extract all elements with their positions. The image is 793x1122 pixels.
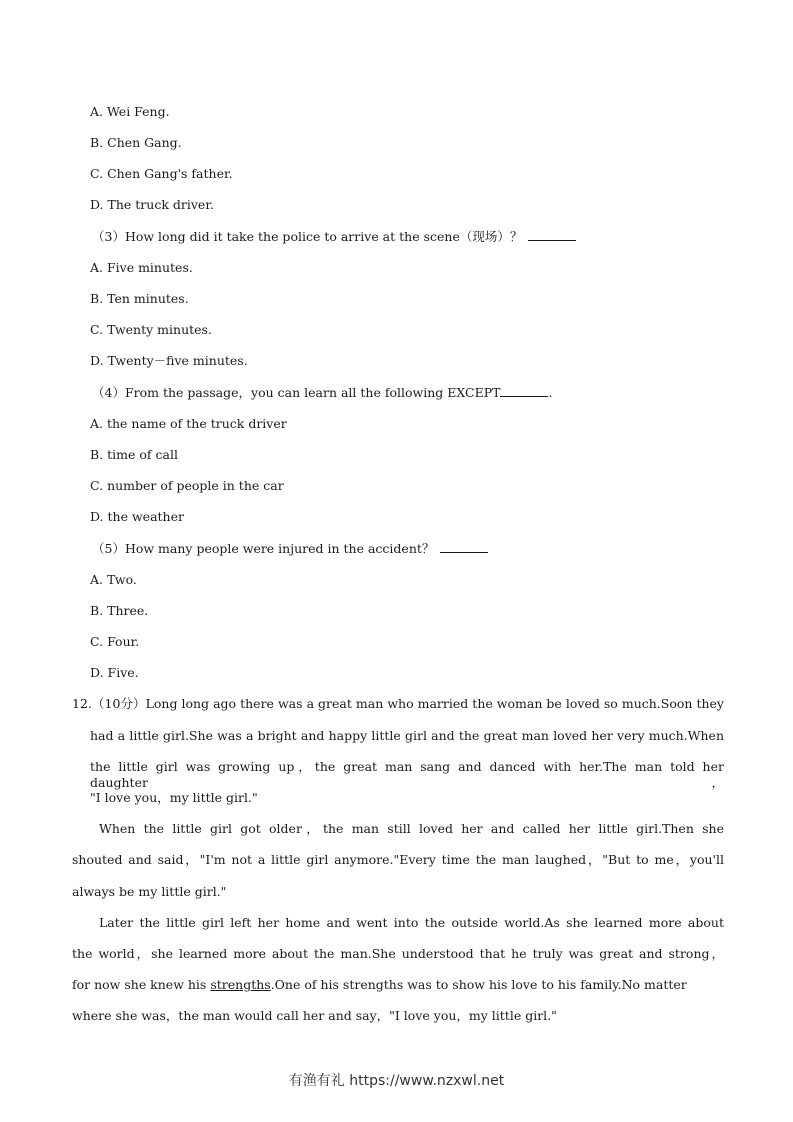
q2-option-d: D. The truck driver.: [90, 197, 214, 212]
q12-line-2: had a little girl.She was a bright and happy little girl and the great man loved her very much.When: [90, 728, 724, 743]
q4-option-c: C. number of people in the car: [90, 478, 284, 493]
q12-line-9: the world，she learned more about the man.She understood that he truly was great and strong，: [72, 946, 724, 961]
q12-line-10: [72, 977, 687, 993]
q5-option-d: D. Five.: [90, 665, 139, 680]
q4-option-a: A. the name of the truck driver: [90, 416, 287, 431]
q4-stem: [92, 384, 552, 401]
q5-answer-blank[interactable]: [440, 540, 488, 553]
q12-line-1: 12.（10分）Long long ago there was a great man who married the woman be loved so much.Soon they: [72, 696, 724, 711]
underlined-word-strengths: strengths: [210, 977, 271, 992]
q3-option-c: C. Twenty minutes.: [90, 322, 212, 337]
q5-stem-text: （5）How many people were injured in the accident？: [92, 541, 435, 556]
q12-line-3: the little girl was growing up，the great man sang and danced with her.The man told her daughter，: [90, 759, 724, 790]
q3-option-b: B. Ten minutes.: [90, 291, 189, 306]
q4-option-d: D. the weather: [90, 509, 184, 524]
q12-line-8: Later the little girl left her home and went into the outside world.As she learned more about: [99, 915, 724, 930]
q5-stem: [92, 540, 488, 557]
q3-option-a: A. Five minutes.: [90, 260, 193, 275]
q12-line-10-start: for now she knew his: [72, 977, 207, 992]
q3-answer-blank[interactable]: [528, 228, 576, 241]
q12-line-5: When the little girl got older，the man still loved her and called her little girl.Then she: [99, 821, 724, 836]
q12-line-6: shouted and said，"I'm not a little girl anymore."Every time the man laughed，"But to me，you'll: [72, 852, 724, 867]
q4-stem-end: .: [548, 385, 553, 400]
q12-line-4: "I love you，my little girl.": [90, 790, 258, 805]
q3-option-d: D. Twenty－five minutes.: [90, 353, 248, 368]
q3-stem-text: （3）How long did it take the police to arrive at the scene（现场）？: [92, 229, 523, 244]
q5-option-b: B. Three.: [90, 603, 149, 618]
q12-line-7: always be my little girl.": [72, 884, 227, 899]
q2-option-c: C. Chen Gang's father.: [90, 166, 233, 181]
q4-answer-blank[interactable]: [500, 384, 548, 397]
q3-stem: [92, 228, 576, 245]
q5-option-a: A. Two.: [90, 572, 137, 587]
q4-option-b: B. time of call: [90, 447, 178, 462]
footer-watermark: 有渔有礼 https://www.nzxwl.net: [288, 1073, 505, 1089]
q2-option-a: A. Wei Feng.: [90, 104, 170, 119]
q5-option-c: C. Four.: [90, 634, 140, 649]
q12-line-11: where she was，the man would call her and say，"I love you，my little girl.": [72, 1008, 557, 1023]
q4-stem-text: （4）From the passage，you can learn all the following EXCEPT: [92, 385, 501, 400]
q2-option-b: B. Chen Gang.: [90, 135, 182, 150]
q12-line-10-end: .One of his strengths was to show his love to his family.No matter: [270, 977, 687, 992]
